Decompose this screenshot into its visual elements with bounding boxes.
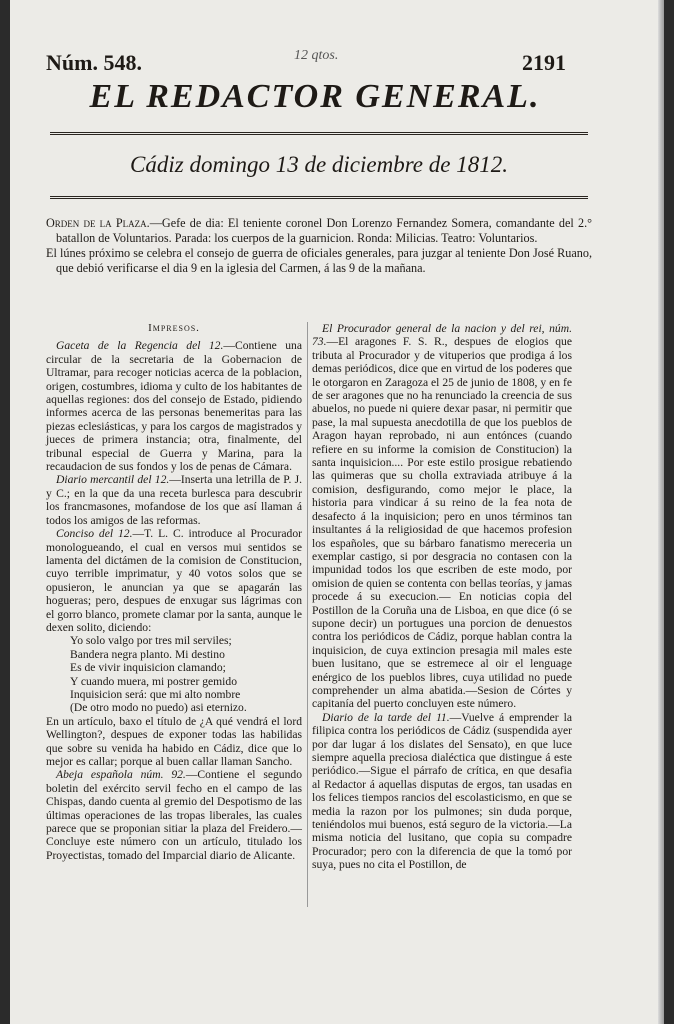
newspaper-title: EL REDACTOR GENERAL. [89, 78, 541, 115]
column-divider [307, 322, 308, 907]
diario-tarde-title: Diario de la tarde del 11. [322, 710, 450, 724]
diario-tarde-paragraph [312, 711, 572, 872]
diario-title: Diario mercantil del 12. [56, 473, 170, 487]
conciso-tail: En un artículo, baxo el título de ¿A qué vendrá el lord Wellington?, despues de exponer todas las habilidas que sobre su venida ha habido en Cádiz, dice que lo mejor es callar; porque al buen callar llaman Sancho. [46, 714, 302, 768]
page-edge-shadow [658, 0, 664, 1024]
orden-paragraph [46, 216, 592, 246]
procurador-text: —El aragones F. S. R., despues de elogios que tributa al Procurador y de vituperios que prodiga á los demas periódicos, dice que en virtud de los poderes que le otorgaron en Zaragoza el 25 de junio de 1808, y en fe de ser aragones que no ha renunciado la creencia de sus abuelos, no puede ni quiere dexar pasar, ni permitir que pase, la mal supuesta anecdotilla de que los pueblos de Aragon hayan reprobado, ni aun entónces (cuando refiere en su informe la comision de Constitucion) la santa inquisicion.... Por este estilo prosigue rebatiendo las quimeras que su cholla extraviada atribuye á la comision, desfigurando, como mejor le place, la historia para vindicar á su reino de la fea nota de desafecto á la inquisicion; pero en unos términos tan insultantes á la religiosidad de que hacemos profesion los españoles, que su bárbaro fanatismo mereceria un exemplar castigo, si por desgracia no contasen con la impunidad todos los que escriben de este modo, por omision de quien se contenta con bellas teorías, y jamas procede á su execucion.— En noticias copia del Postillon de la Coruña una de Lisboa, en que dice (ó se supone decir) un portugues una porcion de denuestos contra los periódicos de Cádiz, porque hablan contra la inquisicion, de cuya extincion presagia mil males este buen lusitano, que se estremece al oir el lenguage enérgico de los pueblos libres, cuya utilidad no puede comprehender un alma abatida.—Sesion de Córtes y capitanía del puerto concluyen este número. [312, 335, 572, 711]
handwritten-gloss: 12 qtos. [294, 48, 339, 63]
gaceta-title: Gaceta de la Regencia del 12. [56, 339, 224, 353]
procurador-paragraph [312, 322, 572, 711]
verse-line: Es de vivir inquisicion clamando; [70, 661, 226, 675]
orden-label: Orden de la Plaza. [46, 216, 150, 230]
diario-tarde-text: —Vuelve á emprender la filipica contra los periódicos de Cádiz (suspendida ayer por dar lugar á los dislates del Sensato), en que luce siempre aquella preciosa dialéctica que distingue á este periódico.—Sigue el párrafo de crítica, en que desafia al Redactor á aquellas disputas de ergos, tan usadas en los felices tiempos rancios del escolasticismo, en que se media la razon por los pulmones; sin duda porque, teniéndolos mui buenos, está seguro de la victoria.—La misma noticia del lusitano, que copia su compadre Procurador; pero con la diferencia de que la tomó por suya, pues no cita el Postillon, de [312, 710, 572, 872]
verse-line: Yo solo valgo por tres mil serviles; [70, 634, 232, 648]
issue-number: Núm. 548. [46, 50, 142, 75]
abeja-text: —Contiene el segundo boletin del exército servil fecho en el campo de las Chispas, dando cuenta al gremio del Despotismo de las últimas operaciones de las tropas liberales, las cuales parece que se proponian sitiar la plaza del Freidero.—Concluye este número con un artículo, titulado los Proyectistas, tomado del Imparcial diario de Alicante. [46, 768, 302, 862]
abeja-paragraph [46, 768, 302, 862]
newspaper-page [10, 0, 662, 1024]
abeja-title: Abeja española núm. 92. [56, 768, 186, 782]
impresos-heading: Impresos. [148, 322, 200, 334]
left-column [46, 322, 302, 862]
verse-line: Bandera negra planto. Mi destino [70, 647, 225, 661]
orden-de-la-plaza [46, 216, 592, 276]
consejo-paragraph: El lúnes próximo se celebra el consejo de guerra de oficiales generales, para juzgar al teniente Don José Ruano, que debió verificarse el dia 9 en la iglesia del Carmen, á las 9 de la mañana. [46, 246, 592, 275]
verse-line: (De otro modo no puedo) asi eternizo. [70, 701, 247, 715]
dateline-rule [50, 196, 588, 202]
conciso-text: —T. L. C. introduce al Procurador monologueando, el cual en versos mui sentidos se lamenta del dictámen de la comision de Constitucion, cuyo terrible imprimatur, y 40 votos solos que se opusieron, le anuncian ya que se apagarán las hogueras; pero, despues de enxugar sus lágrimas con el gorro blanco, promete clamar por la santa, aunque le dexen solito, diciendo: [46, 527, 302, 634]
verse-line: Y cuando muera, mi postrer gemido [70, 674, 237, 688]
title-rule [50, 132, 588, 138]
conciso-title: Conciso del 12. [56, 527, 133, 541]
orden-text: —Gefe de dia: El teniente coronel Don Lorenzo Fernandez Somera, comandante del 2.° batallon de Voluntarios. Parada: los cuerpos de la guarnicion. Ronda: Milicias. Teatro: Voluntarios. [56, 216, 593, 245]
gaceta-text: —Contiene una circular de la secretaria de la Gobernacion de Ultramar, para recoger noticias acerca de la poblacion, origen, costumbres, idioma y culto de los habitantes de aquellas regiones: dos del consejo de Estado, pidiendo informes acerca de las personas benemeritas para las piezas eclesiásticas, y para los cargos de magistrados y jueces de primera instancia; otra, finalmente, del tribunal especial de Guerra y Marina, para la recaudacion de sus fondos y los de penas de Cámara. [46, 339, 302, 474]
verse-line: Inquisicion será: que mi alto nombre [70, 687, 241, 701]
dateline: Cádiz domingo 13 de diciembre de 1812. [130, 152, 508, 177]
gaceta-paragraph [46, 339, 302, 473]
diario-text: —Inserta una letrilla de P. J. y C.; en la que da una receta burlesca para descubrir los francmasones, mofandose de los que así llaman á todos los amigos de las reformas. [46, 473, 302, 527]
conciso-paragraph [46, 527, 302, 634]
procurador-title: El Procurador general de la nacion y del rei, núm. 73. [312, 322, 572, 349]
diario-paragraph [46, 473, 302, 527]
right-column [312, 322, 572, 872]
page-number: 2191 [522, 50, 566, 75]
